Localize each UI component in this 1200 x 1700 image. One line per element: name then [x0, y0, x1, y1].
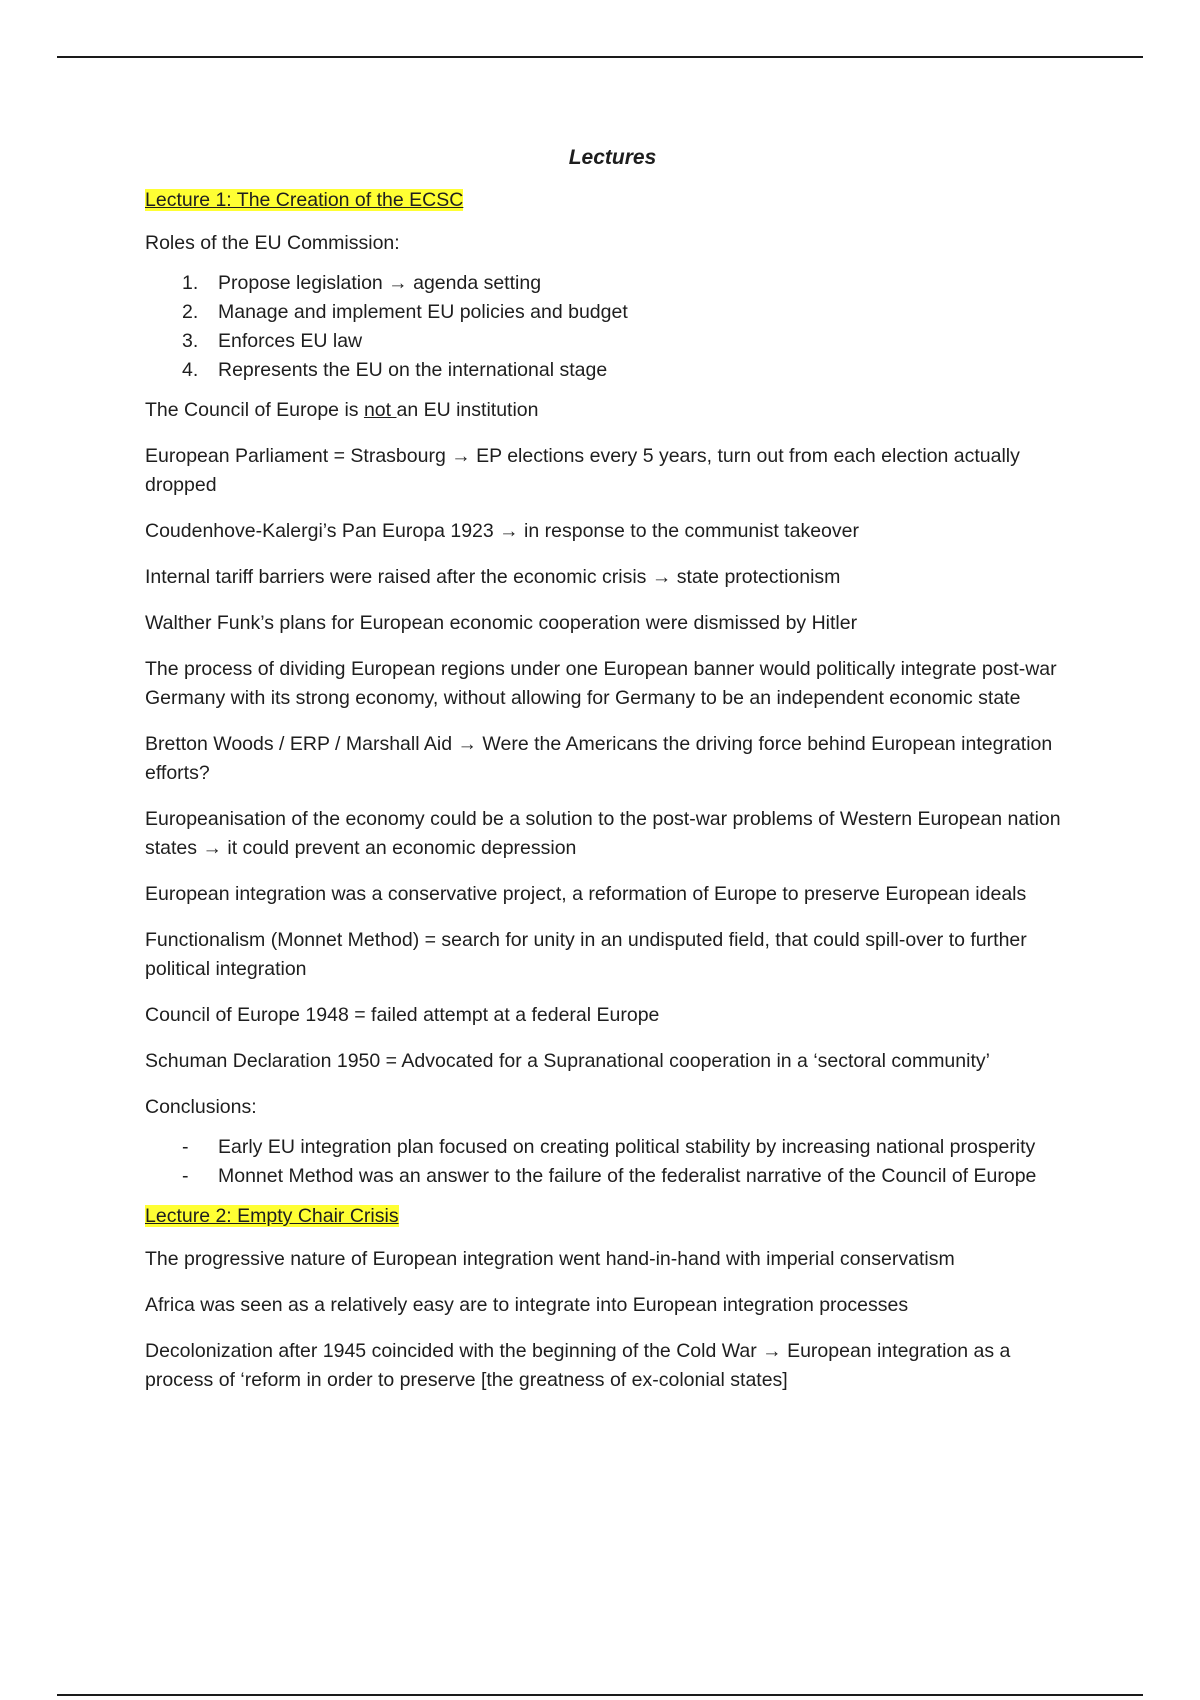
paragraph: European Parliament = Strasbourg → EP elections every 5 years, turn out from each election actually dropped [145, 445, 1020, 496]
list-item [145, 356, 1070, 385]
list-item [145, 327, 1070, 356]
paragraph: Coudenhove-Kalergi’s Pan Europa 1923 → in response to the communist takeover [145, 520, 859, 542]
list-item-text: Represents the EU on the international stage [218, 359, 608, 381]
list-item [145, 298, 1070, 327]
paragraph: Schuman Declaration 1950 = Advocated for a Supranational cooperation in a ‘sectoral community’ [145, 1050, 990, 1072]
list-item-text: Monnet Method was an answer to the failure of the federalist narrative of the Council of Europe [218, 1165, 1037, 1187]
paragraph: Functionalism (Monnet Method) = search for unity in an undisputed field, that could spill-over to further political integration [145, 929, 1027, 980]
paragraph: Internal tariff barriers were raised after the economic crisis → state protectionism [145, 566, 841, 588]
list-item [145, 1162, 1070, 1191]
list-item-text: Manage and implement EU policies and budget [218, 301, 628, 323]
paragraph: Council of Europe 1948 = failed attempt at a federal Europe [145, 1004, 660, 1026]
paragraph: The process of dividing European regions under one European banner would politically integrate post-war Germany with its strong economy, without allowing for Germany to be an independent economic state [145, 658, 1057, 709]
paragraph: Africa was seen as a relatively easy are to integrate into European integration processes [145, 1294, 909, 1316]
paragraph: Bretton Woods / ERP / Marshall Aid → Were the Americans the driving force behind European integration efforts? [145, 733, 1053, 784]
council-note-underlined: not [363, 399, 397, 421]
paragraph: The progressive nature of European integration went hand-in-hand with imperial conservatism [145, 1248, 955, 1270]
list-number: 3. [182, 330, 199, 352]
document-page [145, 143, 1070, 1412]
council-note [145, 396, 1070, 425]
list-number: 4. [182, 359, 199, 381]
dash-bullet: - [182, 1136, 189, 1158]
council-note-before: The Council of Europe is [145, 399, 364, 421]
conclusions-list [145, 1133, 1070, 1191]
conclusions-intro: Conclusions: [145, 1096, 257, 1118]
document-title: Lectures [568, 146, 657, 169]
list-item [145, 1133, 1070, 1162]
council-note-after: an EU institution [396, 399, 539, 421]
top-rule [57, 56, 1143, 58]
lecture-2-heading [145, 1202, 1070, 1231]
paragraph: Decolonization after 1945 coincided with the beginning of the Cold War → European integration as a process of ‘reform in order to preserve [the greatness of ex-colonial states] [145, 1340, 1011, 1391]
list-number: 2. [182, 301, 199, 323]
paragraph: Europeanisation of the economy could be a solution to the post-war problems of Western European nation states → it could prevent an economic depression [145, 808, 1061, 859]
list-number: 1. [182, 272, 199, 294]
lecture-1-heading-text: Lecture 1: The Creation of the ECSC [145, 189, 464, 211]
dash-bullet: - [182, 1165, 189, 1187]
lecture-1-heading [145, 186, 1070, 215]
bottom-rule [57, 1694, 1143, 1696]
list-item-text: Enforces EU law [218, 330, 363, 352]
list-item-text: Early EU integration plan focused on creating political stability by increasing national prosperity [218, 1136, 1036, 1158]
paragraph: European integration was a conservative project, a reformation of Europe to preserve European ideals [145, 883, 1027, 905]
list-item [145, 269, 1070, 298]
lecture-2-heading-text: Lecture 2: Empty Chair Crisis [145, 1205, 399, 1227]
roles-list [145, 269, 1070, 385]
roles-intro: Roles of the EU Commission: [145, 232, 400, 254]
paragraph: Walther Funk’s plans for European economic cooperation were dismissed by Hitler [145, 612, 858, 634]
list-item-text: Propose legislation → agenda setting [218, 272, 542, 294]
